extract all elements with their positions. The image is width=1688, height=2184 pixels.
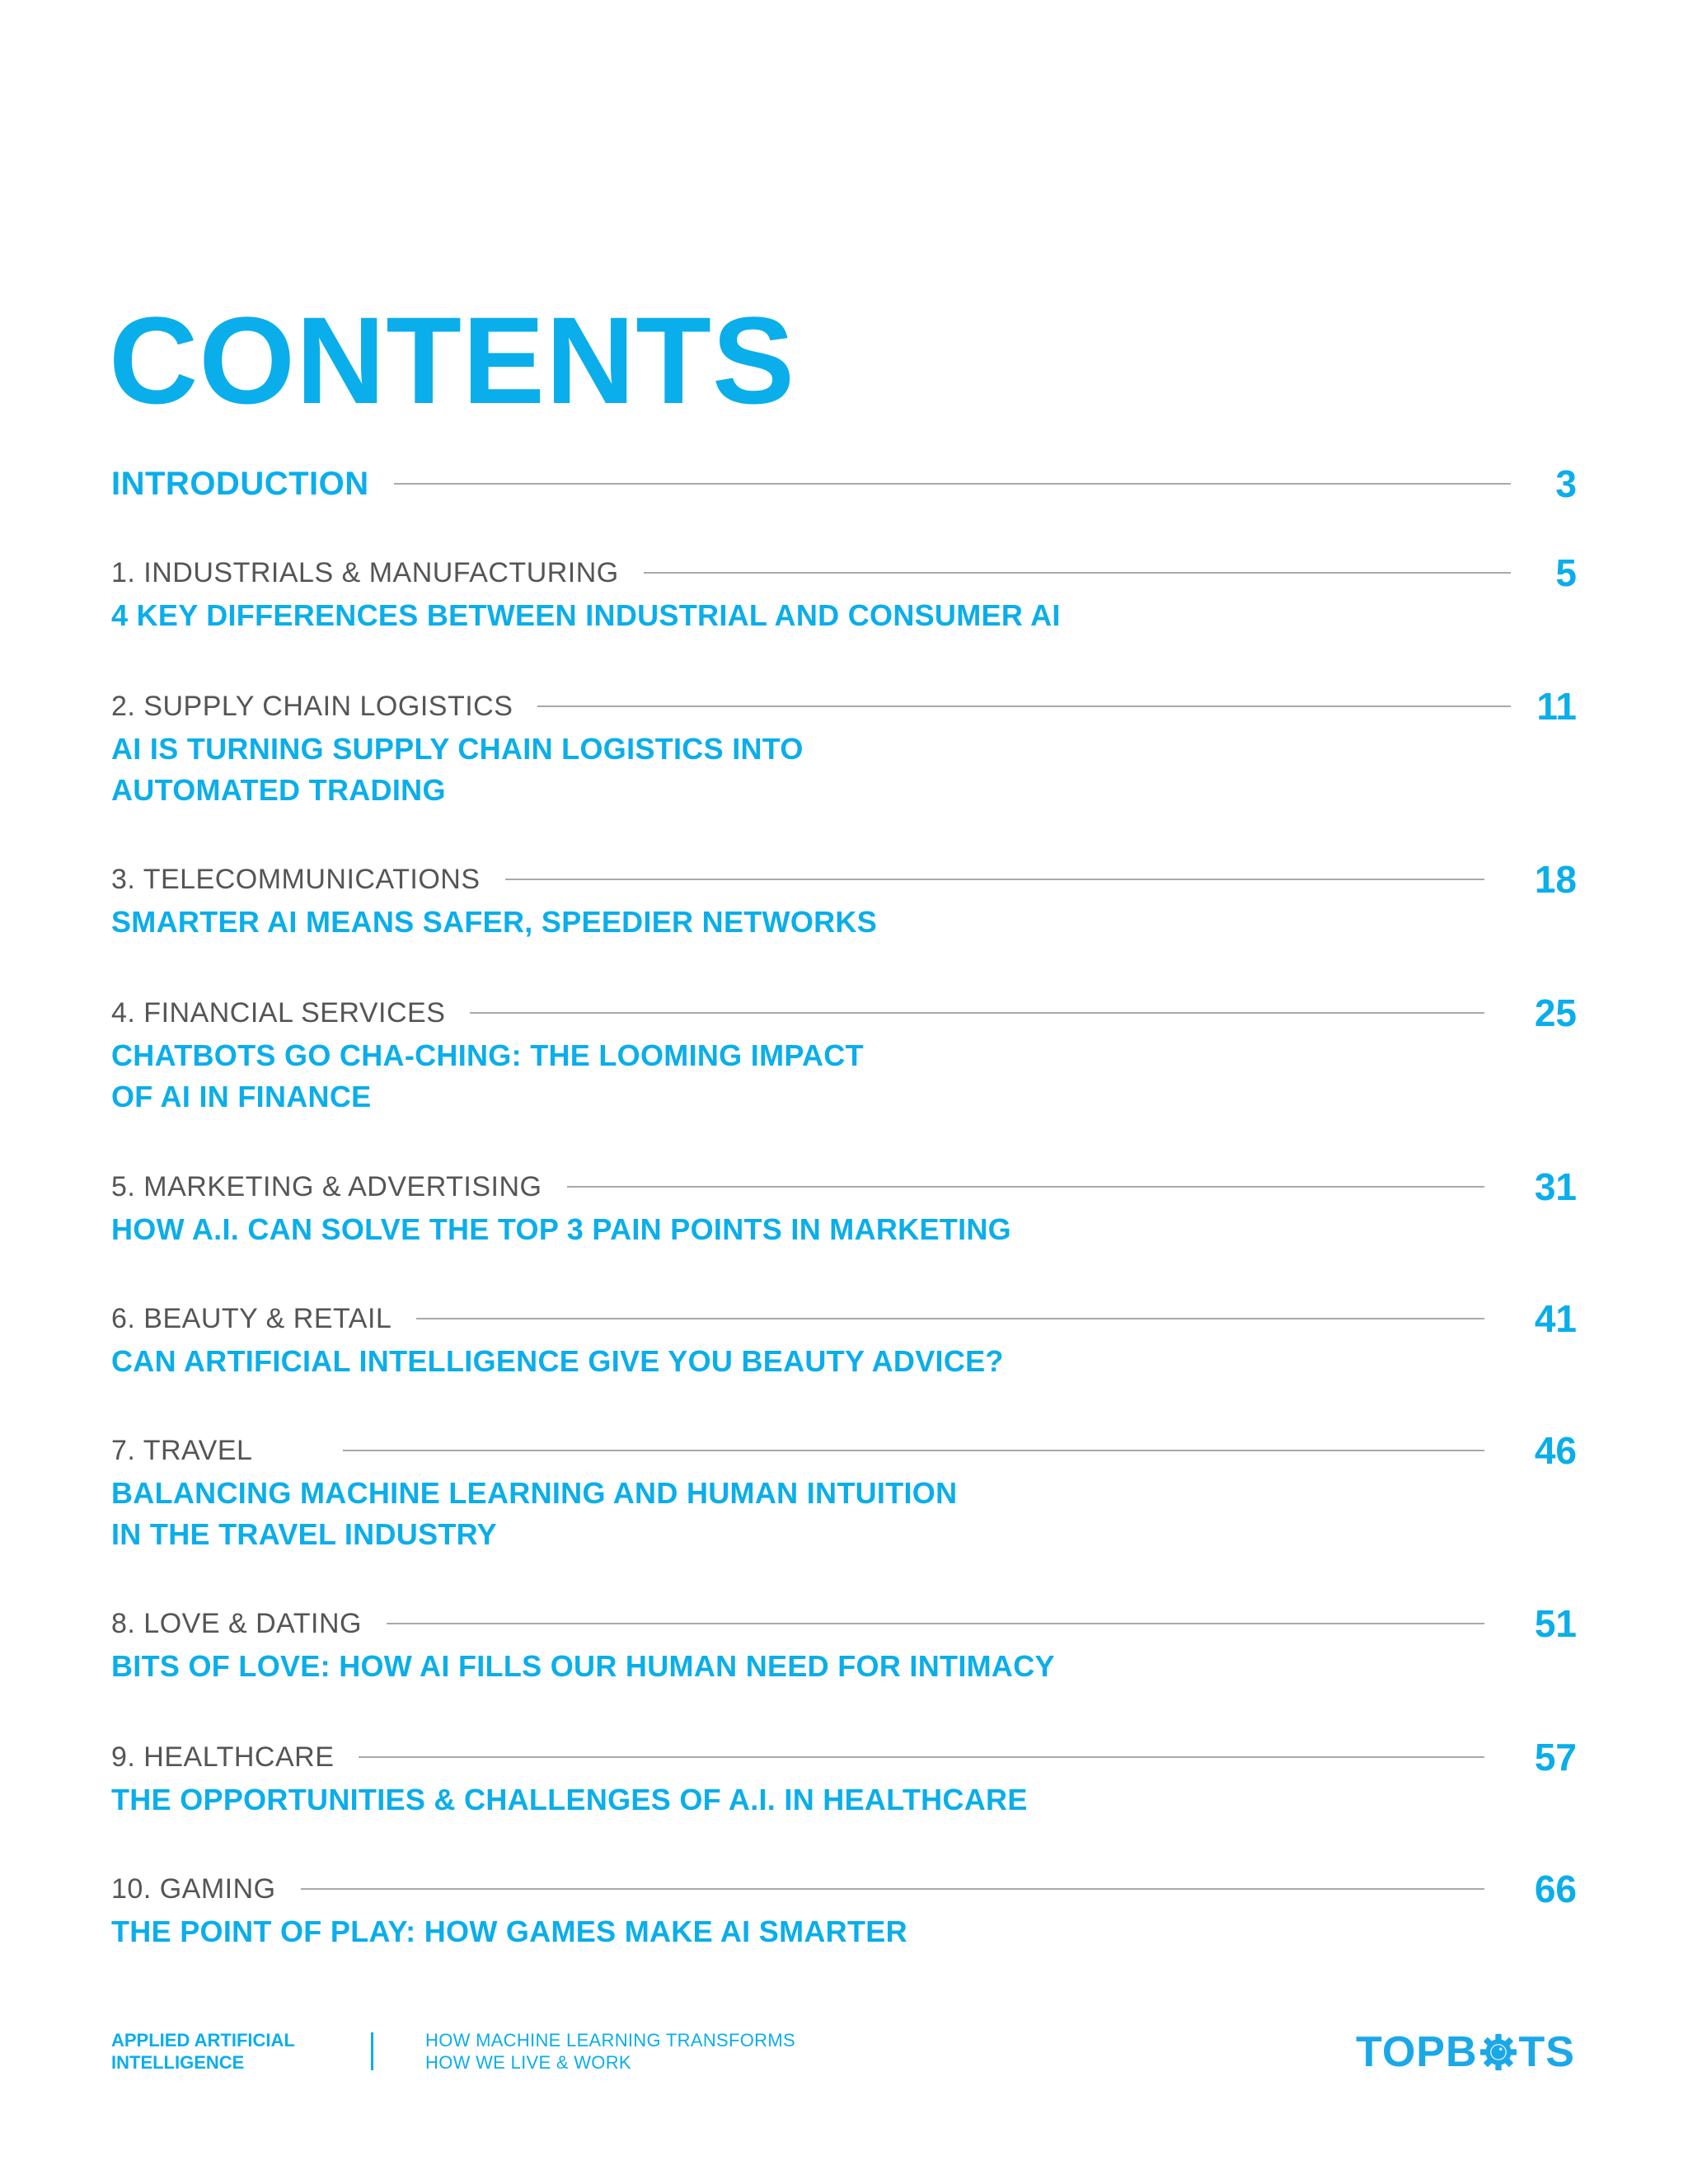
logo-text-right: TS [1518,2028,1575,2076]
toc-entry-gaming[interactable] [111,1868,1577,1952]
entry-heading-row [111,1166,1577,1207]
toc-entry-healthcare[interactable] [111,1736,1577,1821]
entry-label: 6. BEAUTY & RETAIL [111,1302,392,1334]
page-number[interactable]: 51 [1534,1602,1577,1645]
toc-entry-industrials[interactable] [111,552,1577,636]
entry-heading-row [111,1868,1577,1910]
leader-line [416,1318,1484,1319]
entry-label: 5. MARKETING & ADVERTISING [111,1170,542,1202]
entry-title-line[interactable]: 4 KEY DIFFERENCES BETWEEN INDUSTRIAL AND CONSUMER AI [111,598,1061,632]
entry-title-line[interactable]: CAN ARTIFICIAL INTELLIGENCE GIVE YOU BEAUTY ADVICE? [111,1344,1004,1378]
leader-line [505,879,1484,880]
footer-subtitle-line: HOW MACHINE LEARNING TRANSFORMS [425,2030,795,2050]
entry-title-line[interactable]: BALANCING MACHINE LEARNING AND HUMAN INTUITION [111,1476,958,1510]
leader-line [567,1186,1485,1188]
toc-entry-travel[interactable] [111,1430,1577,1555]
page-number[interactable]: 31 [1534,1165,1577,1208]
entry-title-line[interactable]: CHATBOTS GO CHA-CHING: THE LOOMING IMPACT [111,1038,864,1072]
footer-subtitle [425,2029,795,2074]
leader-line [394,483,1511,485]
entry-title-line[interactable]: THE OPPORTUNITIES & CHALLENGES OF A.I. IN HEALTHCARE [111,1783,1028,1816]
page-number[interactable]: 66 [1534,1868,1577,1910]
toc-entry-marketing[interactable] [111,1166,1577,1250]
topbots-logo [1356,2029,1575,2075]
leader-line [470,1012,1484,1014]
footer-book-title-line: INTELLIGENCE [111,2052,245,2073]
page-number[interactable]: 5 [1555,551,1577,594]
entry-title-line[interactable]: IN THE TRAVEL INDUSTRY [111,1517,497,1551]
page-number[interactable]: 25 [1534,991,1577,1034]
toc-entry-beauty-retail[interactable] [111,1298,1577,1382]
toc-entry-introduction[interactable] [111,463,1577,504]
entry-heading-row [111,463,1577,504]
toc-entry-love-dating[interactable] [111,1603,1577,1687]
leader-line [343,1450,1484,1451]
entry-heading-row [111,1430,1577,1471]
logo-text-left: TOPB [1356,2028,1478,2076]
entry-label: 9. HEALTHCARE [111,1741,335,1773]
page-title: CONTENTS [109,291,795,429]
entry-heading-row [111,859,1577,900]
entry-label: 4. FINANCIAL SERVICES [111,996,446,1029]
entry-heading-row [111,1736,1577,1778]
footer-subtitle-line: HOW WE LIVE & WORK [425,2052,631,2073]
page-number[interactable]: 3 [1555,462,1577,505]
entry-label: 2. SUPPLY CHAIN LOGISTICS [111,690,513,722]
entry-title-line[interactable]: SMARTER AI MEANS SAFER, SPEEDIER NETWORKS [111,905,878,939]
toc-entry-supply-chain[interactable] [111,686,1577,811]
leader-line [301,1888,1484,1890]
entry-heading-row [111,992,1577,1033]
entry-label: 7. TRAVEL [111,1434,253,1466]
entry-title-line[interactable]: OF AI IN FINANCE [111,1080,372,1113]
page-number[interactable]: 46 [1534,1429,1577,1472]
entry-title-line[interactable]: THE POINT OF PLAY: HOW GAMES MAKE AI SMARTER [111,1915,907,1948]
entry-label: 3. TELECOMMUNICATIONS [111,863,481,895]
leader-line [359,1756,1484,1758]
page-number[interactable]: 57 [1534,1736,1577,1779]
entry-label: 8. LOVE & DATING [111,1607,363,1639]
footer-book-title [111,2029,295,2074]
entry-title-line[interactable]: AUTOMATED TRADING [111,773,446,807]
footer-book-title-line: APPLIED ARTIFICIAL [111,2030,295,2050]
page-number[interactable]: 11 [1536,685,1577,728]
footer-divider [371,2032,373,2070]
entry-heading-row [111,1298,1577,1339]
entry-heading-row [111,1603,1577,1644]
page-number[interactable]: 18 [1534,858,1577,901]
entry-title-line[interactable]: HOW A.I. CAN SOLVE THE TOP 3 PAIN POINTS IN MARKETING [111,1212,1011,1246]
leader-line [387,1623,1484,1624]
toc-entry-financial-services[interactable] [111,992,1577,1118]
entry-title-line[interactable]: BITS OF LOVE: HOW AI FILLS OUR HUMAN NEED FOR INTIMACY [111,1649,1055,1683]
leader-line [537,705,1511,707]
entry-label: 1. INDUSTRIALS & MANUFACTURING [111,556,619,588]
entry-heading-row [111,686,1577,727]
gear-icon [1479,2033,1517,2071]
toc-entry-telecommunications[interactable] [111,859,1577,943]
entry-title-line[interactable]: AI IS TURNING SUPPLY CHAIN LOGISTICS INTO [111,732,804,766]
entry-label[interactable]: INTRODUCTION [111,465,369,502]
entry-heading-row [111,552,1577,593]
page-number[interactable]: 41 [1534,1297,1577,1340]
entry-label: 10. GAMING [111,1872,276,1905]
leader-line [644,572,1511,574]
